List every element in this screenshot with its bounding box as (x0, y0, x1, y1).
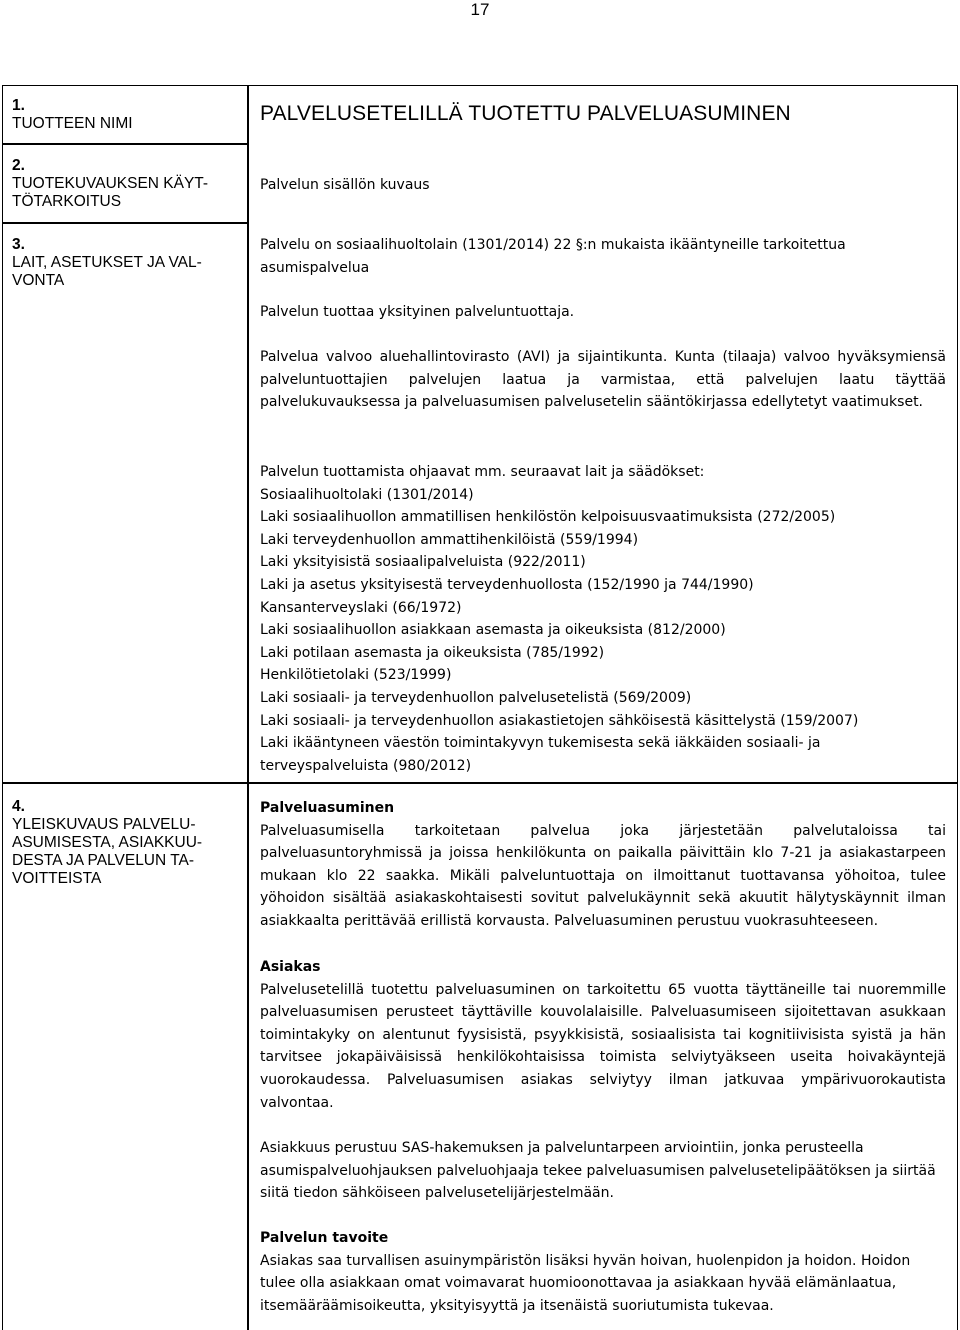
section-3-label: 3. LAIT, ASETUKSET JA VAL-VONTA (12, 236, 202, 289)
palveluasuminen-heading: Palveluasuminen (260, 800, 395, 816)
law-list (260, 461, 946, 732)
law-list-item: Laki sosiaalihuollon ammatillisen henkilöstön kelpoisuusvaatimuksista (272/2005) (260, 509, 836, 526)
page-number: 17 (470, 0, 490, 19)
law-list-item: Laki sosiaali- ja terveydenhuollon palvelusetelistä (569/2009) (260, 689, 692, 706)
palveluasuminen-section (260, 797, 946, 933)
row-divider-3 (2, 782, 958, 784)
law-list-item: Laki terveydenhuollon ammattihenkilöistä (559/1994) (260, 531, 639, 548)
section-1-label: 1. TUOTTEEN NIMI (12, 97, 133, 132)
law-paragraph-3: Palvelua valvoo aluehallintovirasto (AVI) ja sijaintikunta. Kunta (tilaaja) valvoo hyväksymiensä palveluntuottajien palvelujen laatua ja varmistaa, että palvelujen laatu täyttää palvelukuvauksessa ja palveluasumisen palvelusetelin sääntökirjassa edellytetyt vaatimukset. (260, 349, 946, 411)
law-list-item: Laki sosiaali- ja terveydenhuollon asiakastietojen sähköisestä käsittelystä (159/2007) (260, 712, 859, 729)
purpose-text: Palvelun sisällön kuvaus (260, 177, 430, 193)
law-list-item: Laki ja asetus yksityisestä terveydenhuollosta (152/1990 ja 744/1990) (260, 576, 754, 593)
asiakkuus-text: Asiakkuus perustuu SAS-hakemuksen ja palveluntarpeen arviointiin, jonka perusteella asumispalveluohjauksen palveluohjaaja tekee palveluasumisen palvelusetelipäätöksen ja siirtää siitä tiedon sähköiseen palvelusetelijärjestelmään. (260, 1140, 936, 1202)
law-list-item: Laki sosiaalihuollon asiakkaan asemasta ja oikeuksista (812/2000) (260, 622, 726, 639)
law-list-last: Laki ikääntyneen väestön toimintakyvyn tukemisesta sekä iäkkäiden sosiaali- ja terveyspalveluista (980/2012) (260, 735, 821, 774)
law-paragraph-1: Palvelu on sosiaalihuoltolain (1301/2014) 22 §:n mukaista ikääntyneille tarkoitettua asumispalvelua (260, 237, 846, 276)
asiakas-section (260, 956, 946, 1114)
product-title: PALVELUSETELILLÄ TUOTETTU PALVELUASUMINEN (260, 102, 791, 125)
law-list-item: Laki potilaan asemasta ja oikeuksista (785/1992) (260, 644, 605, 661)
law-list-item: Laki yksityisistä sosiaalipalveluista (922/2011) (260, 554, 586, 571)
tavoite-heading: Palvelun tavoite (260, 1230, 389, 1246)
law-list-item: Kansanterveyslaki (66/1972) (260, 599, 462, 616)
asiakas-heading: Asiakas (260, 959, 321, 975)
section-4-label: 4. YLEISKUVAUS PALVELU-ASUMISESTA, ASIAKKUU-DESTA JA PALVELUN TA-VOITTEISTA (12, 798, 203, 887)
tavoite-section (260, 1227, 946, 1317)
column-divider (247, 85, 249, 1330)
asiakas-text: Palvelusetelillä tuotettu palveluasuminen on tarkoitettu 65 vuotta täyttäneille tai nuoremmille palveluasumisen perusteet täyttäville kouvolalaisille. Palveluasumiseen sijoitettavan asukkaan toimintakyky on alentunut fyysisistä, psyykkisistä, sosiaalisista tai kognitiivisista syistä ja hän tarvitsee jokapäiväisissä henkilökohtaisissa toimista selviytyäkseen useita hoivakäyntejä vuorokaudessa. Palveluasumisen asiakas selviytyy ilman jatkuvaa ympärivuorokautista valvontaa. (260, 981, 946, 1111)
law-list-item: Henkilötietolaki (523/1999) (260, 667, 452, 684)
law-list-item: Sosiaalihuoltolaki (1301/2014) (260, 486, 474, 503)
palveluasuminen-text: Palveluasumisella tarkoitetaan palvelua joka järjestetään palvelutaloissa tai palveluasuntoryhmissä ja joissa henkilökunta on paikalla päivittäin klo 7-21 ja asiakastarpeen mukaan klo 22 saakka. Mikäli palveluntuottaja on ilmoittanut tuottavansa yöhoitoa, tulee yöhoidon sisältää asiakaskohtaisesti sovitut palvelukäynnit sekä akuutit hälytyskäynnit ilman asiakkaalta perittävää erillistä korvausta. Palveluasuminen perustuu vuokrasuhteeseen. (260, 822, 946, 929)
section-2-label: 2. TUOTEKUVAUKSEN KÄYT-TÖTARKOITUS (12, 157, 209, 210)
row-divider-2 (2, 222, 249, 224)
row-divider-1 (2, 143, 249, 145)
tavoite-text: Asiakas saa turvallisen asuinympäristön lisäksi hyvän hoivan, huolenpidon ja hoidon. Hoidon tulee olla asiakkaan omat voimavarat huomioonottavaa ja asiakkaan hyvää elämänlaatua, itsemääräämisoikeutta, yksityisyyttä ja itsenäistä suoriutumista tukevaa. (260, 1252, 911, 1314)
law-paragraph-2: Palvelun tuottaa yksityinen palveluntuottaja. (260, 304, 575, 320)
law-list-intro: Palvelun tuottamista ohjaavat mm. seuraavat lait ja säädökset: (260, 464, 705, 480)
